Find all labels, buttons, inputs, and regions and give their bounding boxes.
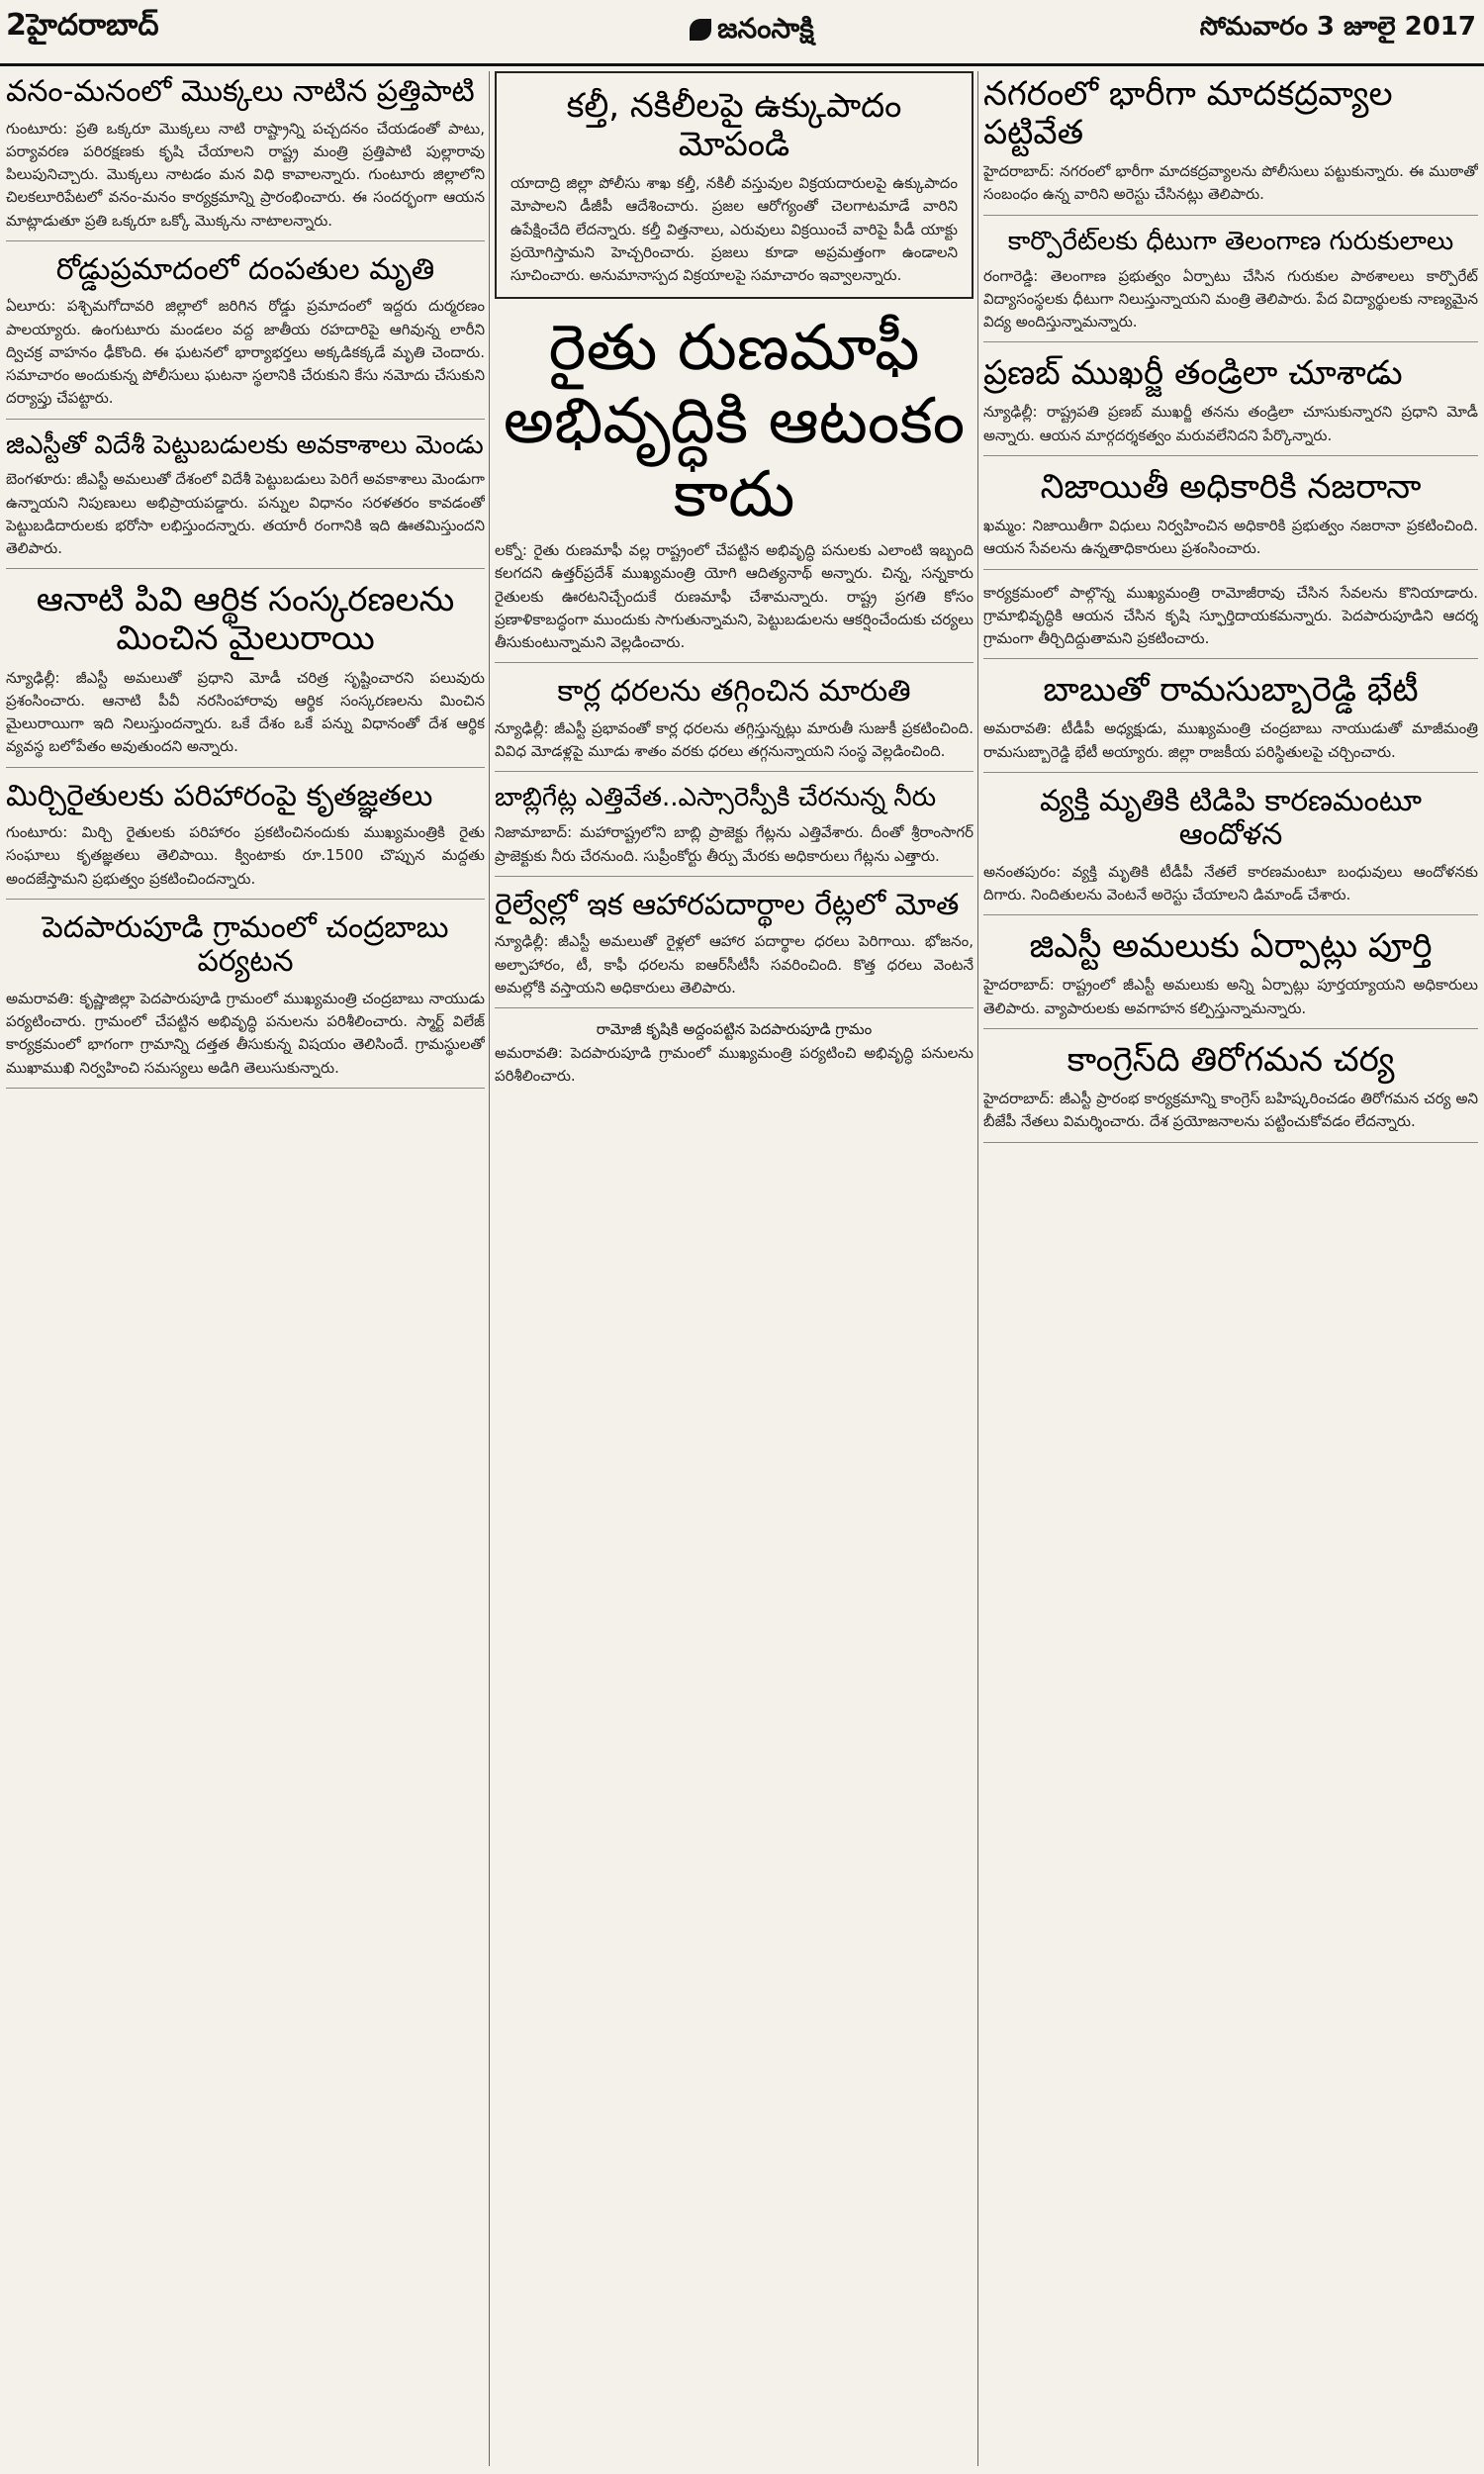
article-headline: ప్రణబ్ ముఖర్జీ తండ్రిలా చూశాడు [983,353,1403,394]
article-headline: వ్యక్తి మృతికి టిడిపి కారణమంటూ ఆందోళన [1039,783,1423,853]
article-continuation [983,582,1478,660]
middle-column [495,71,974,2466]
issue-date: సోమవారం 3 జూలై 2017 [1199,12,1476,42]
article-body: బెంగళూరు: జీఎస్టీ అమలుతో దేశంలో విదేశీ పెట్టుబడులు పెరిగే అవకాశాలు మెండుగా ఉన్నాయని నిపుణులు అభిప్రాయపడ్డారు. పన్నుల విధానం సరళతరం కావడంతో పెట్టుబడిదారులకు భరోసా లభిస్తుందన్నారు. తయారీ రంగానికి ఇది ఊతమిస్తుందని తెలిపారు. [6,470,485,558]
article [983,785,1478,916]
article-headline: కార్పొరేట్‌లకు ధీటుగా తెలంగాణ గురుకులాలు [1007,226,1454,256]
article-body: ఏలూరు: పశ్చిమగోదావరి జిల్లాలో జరిగిన రోడ్డు ప్రమాదంలో ఇద్దరు దుర్మరణం పాలయ్యారు. ఉంగుటూరు మండలం వద్ద జాతీయ రహదారిపై ఆగివున్న లారీని ద్విచక్ర వాహనం ఢీకొంది. ఈ ఘటనలో భార్యాభర్తలు అక్కడికక్కడే మృతి చెందారు. సమాచారం అందుకున్న పోలీసులు ఘటనా స్థలానికి చేరుకుని కేసు నమోదు చేసుకుని దర్యాప్తు చేపట్టారు. [6,297,485,408]
article-headline: రోడ్డుప్రమాదంలో దంపతుల మృతి [55,251,435,287]
article-body: న్యూఢిల్లీ: రాష్ట్రపతి ప్రణబ్ ముఖర్జీ తనను తండ్రిలా చూసుకున్నారని ప్రధాని మోడీ అన్నారు. ఆయన మార్గదర్శకత్వం మరువలేనిదని పేర్కొన్నారు. [983,403,1478,444]
column-divider [489,71,490,2466]
photo-caption: రామోజీ కృషికి అద్దంపట్టిన పెదపారుపూడి గ్రామం [596,1020,873,1039]
article-headline: జిఎస్టీతో విదేశీ పెట్టుబడులకు అవకాశాలు మెండు [6,429,484,460]
article-headline: నిజాయితీ అధికారికి నజరానా [1040,466,1422,507]
article-body: గుంటూరు: మిర్చి రైతులకు పరిహారం ప్రకటించినందుకు ముఖ్యమంత్రికి రైతు సంఘాలు కృతజ్ఞతలు తెలిపాయి. క్వింటాకు రూ.1500 చొప్పున మద్దతు అందజేస్తామని ప్రభుత్వం ప్రకటించిందన్నారు. [6,823,485,888]
article-body: న్యూఢిల్లీ: జీఎస్టీ ప్రభావంతో కార్ల ధరలను తగ్గిస్తున్నట్లు మారుతీ సుజుకీ ప్రకటించింది. వివిధ మోడళ్లపై మూడు శాతం వరకు ధరలు తగ్గనున్నాయని సంస్థ వెల్లడించింది. [495,718,974,761]
article [495,784,974,876]
article-body: ఖమ్మం: నిజాయితీగా విధులు నిర్వహించిన అధికారికి ప్రభుత్వం నజరానా ప్రకటించింది. ఆయన సేవలను ఉన్నతాధికారులు ప్రశంసించారు. [983,517,1478,558]
article-body: లక్నో: రైతు రుణమాఫీ వల్ల రాష్ట్రంలో చేపట్టిన అభివృద్ధి పనులకు ఎలాంటి ఇబ్బంది కలగదని ఉత్తర్‌ప్రదేశ్ ముఖ్యమంత్రి యోగి ఆదిత్యనాథ్ అన్నారు. చిన్న, సన్నకారు రైతులకు ఊరటనిచ్చేందుకే రుణమాఫీ చేశామన్నారు. రాష్ట్ర ప్రగతి కోసం ప్రణాళికాబద్ధంగా ముందుకు సాగుతున్నామని, పెట్టుబడులను ఆకర్షించేందుకు చర్యలు తీసుకుంటున్నామని వెల్లడించారు. [495,541,974,652]
article-body: హైదరాబాద్: నగరంలో భారీగా మాదకద్రవ్యాలను పోలీసులు పట్టుకున్నారు. ఈ ముఠాతో సంబంధం ఉన్న వారిని అరెస్టు చేసినట్లు తెలిపారు. [983,162,1478,204]
left-column [6,71,485,2466]
article-headline: పెదపారుపూడి గ్రామంలో చంద్రబాబు పర్యటన [42,909,449,980]
article-body: గుంటూరు: ప్రతి ఒక్కరూ మొక్కలు నాటి రాష్ట్రాన్ని పచ్చదనం చేయడంతో పాటు, పర్యావరణ పరిరక్షణకు కృషి చేయాలని రాష్ట్ర మంత్రి ప్రత్తిపాటి పుల్లారావు పిలుపునిచ్చారు. మొక్కలు నాటడం మన విధి కావాలన్నారు. గుంటూరు జిల్లాలోని చిలకలూరిపేటలో వనం-మనం కార్యక్రమాన్ని ప్రారంభించారు. ఈ సందర్భంగా ఆయన మాట్లాడుతూ ప్రతి ఒక్కరూ ఒక్కో మొక్కను నాటాలన్నారు. [6,119,485,230]
logo-icon [690,19,711,41]
article-headline: వనం-మనంలో మొక్కలు నాటిన ప్రత్తిపాటి [6,74,475,109]
article [983,228,1478,343]
article-headline: కార్ల ధరలను తగ్గించిన మారుతి [557,674,911,710]
newspaper-logo [633,12,871,51]
article-body: అమరావతి: పెదపారుపూడి గ్రామంలో ముఖ్యమంత్రి పర్యటించి అభివృద్ధి పనులను పరిశీలించారు. [495,1044,974,1086]
article-body: కార్యక్రమంలో పాల్గొన్న ముఖ్యమంత్రి రామోజీరావు చేసిన సేవలను కొనియాడారు. గ్రామాభివృద్ధికి ఆయన చేసిన కృషి స్ఫూర్తిదాయకమన్నారు. పెదపారుపూడిని ఆదర్శ గ్రామంగా తీర్చిదిద్దుతామని ప్రకటించారు. [983,583,1478,648]
article [983,468,1478,570]
column-divider [977,71,978,2466]
lead-article [495,313,974,663]
article-headline: కాంగ్రెస్‌ది తిరోగమన చర్య [1067,1039,1395,1080]
article-headline: బాబ్లిగేట్ల ఎత్తివేత..ఎస్సారెస్పీకి చేరనున్న నీరు [495,783,937,813]
article-headline: నగరంలో భారీగా మాదకద్రవ్యాల పట్టివేత [983,74,1393,153]
article-body: రంగారెడ్డి: తెలంగాణ ప్రభుత్వం ఏర్పాటు చేసిన గురుకుల పాఠశాలలు కార్పొరేట్ విద్యాసంస్థలకు ధీటుగా నిలుస్తున్నాయని మంత్రి తెలిపారు. పేద విద్యార్థులకు నాణ్యమైన విద్య అందిస్తున్నామన్నారు. [983,266,1478,332]
article [6,253,485,420]
article-body: అమరావతి: కృష్ణాజిల్లా పెదపారుపూడి గ్రామంలో ముఖ్యమంత్రి చంద్రబాబు నాయుడు పర్యటించారు. గ్రామంలో చేపట్టిన అభివృద్ధి పనులను పరిశీలించారు. స్మార్ట్ విలేజ్ కార్యక్రమంలో భాగంగా గ్రామాన్ని దత్తత తీసుకున్న విషయం తెలిసిందే. గ్రామస్థులతో ముఖాముఖి నిర్వహించి సమస్యలు అడిగి తెలుసుకున్నారు. [6,989,485,1077]
article-headline: ఆనాటి పివి ఆర్థిక సంస్కరణలను మించిన మైలురాయి [36,580,455,659]
lead-headline: రైతు రుణమాఫీ అభివృద్ధికి ఆటంకం కాదు [503,312,966,531]
article [6,75,485,241]
page-number: 2హైదరాబాద్ [6,8,159,43]
article [983,75,1478,216]
logo-text: జనంసాక్షి [717,12,814,45]
article [983,671,1478,773]
article [495,889,974,1008]
article-body: హైదరాబాద్: జీఎస్టీ ప్రారంభ కార్యక్రమాన్ని కాంగ్రెస్ బహిష్కరించడం తిరోగమన చర్య అని బీజేపీ నేతలు విమర్శించారు. దేశ ప్రయోజనాలను పట్టించుకోవడం లేదన్నారు. [983,1090,1478,1131]
article-headline: రైల్వేల్లో ఇక ఆహారపదార్థాల రేట్లలో మోత [495,887,960,922]
article [6,911,485,1089]
article [983,1041,1478,1143]
article-body: అమరావతి: టీడీపీ అధ్యక్షుడు, ముఖ్యమంత్రి చంద్రబాబు నాయుడుతో మాజీమంత్రి రామసుబ్బారెడ్డి భేటీ అయ్యారు. జిల్లా రాజకీయ పరిస్థితులపై చర్చించారు. [983,719,1478,761]
article [495,675,974,772]
article-body: హైదరాబాద్: రాష్ట్రంలో జీఎస్టీ అమలుకు అన్ని ఏర్పాట్లు పూర్తయ్యాయని అధికారులు తెలిపారు. వ్యాపారులకు అవగాహన కల్పిస్తున్నామన్నారు. [983,976,1478,1017]
article-headline: బాబుతో రామసుబ్బారెడ్డి భేటీ [1043,670,1419,711]
boxed-article [495,71,974,299]
article-body: న్యూఢిల్లీ: జీఎస్టీ అమలుతో ప్రధాని మోడీ చరిత్ర సృష్టించారని పలువురు ప్రశంసించారు. ఆనాటి పీవీ నరసింహారావు ఆర్థిక సంస్కరణలను మించిన మైలురాయిగా ఇది నిలుస్తుందన్నారు. ఒకే దేశం ఒకే పన్ను విధానంతో దేశ ఆర్థిక వ్యవస్థ బలోపేతం అవుతుందని అన్నారు. [6,668,485,756]
article-body: అనంతపురం: వ్యక్తి మృతికి టీడీపీ నేతలే కారణమంటూ బంధువులు ఆందోళనకు దిగారు. నిందితులను వెంటనే అరెస్టు చేయాలని డిమాండ్ చేశారు. [983,862,1478,904]
article [6,780,485,900]
article-body: యాదాద్రి జిల్లా పోలీసు శాఖ కల్తీ, నకిలీ వస్తువుల విక్రయదారులపై ఉక్కుపాదం మోపాలని డీజీపీ ఆదేశించారు. ప్రజల ఆరోగ్యంతో చెలగాటమాడే వారిని ఉపేక్షించేది లేదన్నారు. కల్తీ విత్తనాలు, ఎరువులు విక్రయించే వారిపై పీడీ యాక్టు ప్రయోగిస్తామని హెచ్చరించారు. ప్రజలు కూడా అప్రమత్తంగా ఉండాలని సూచించారు. అనుమానాస్పద విక్రయాలపై సమాచారం ఇవ్వాలన్నారు. [510,174,958,285]
article [983,354,1478,456]
article [6,431,485,570]
article [6,581,485,767]
article [983,927,1478,1029]
right-column [983,71,1478,2466]
article-body: న్యూఢిల్లీ: జీఎస్టీ అమలుతో రైళ్లలో ఆహార పదార్థాల ధరలు పెరిగాయి. భోజనం, అల్పాహారం, టీ, కాఫీ ధరలను ఐఆర్‌సీటీసీ సవరించింది. కొత్త ధరలు వెంటనే అమల్లోకి వస్తాయని అధికారులు తెలిపారు. [495,932,974,997]
article-headline: జిఎస్టీ అమలుకు ఏర్పాట్లు పూర్తి [1029,926,1433,967]
article-body: నిజామాబాద్: మహారాష్ట్రలోని బాబ్లి ప్రాజెక్టు గేట్లను ఎత్తివేశారు. దీంతో శ్రీరాంసాగర్ ప్రాజెక్టుకు నీరు చేరనుంది. సుప్రీంకోర్టు తీర్పు మేరకు అధికారులు గేట్లను ఎత్తారు. [495,823,974,865]
article-headline: మిర్చిరైతులకు పరిహారంపై కృతజ్ఞతలు [6,778,433,813]
article-headline: కల్తీ, నకిలీలపై ఉక్కుపాదం మోపండి [566,86,902,165]
masthead [0,0,1484,66]
